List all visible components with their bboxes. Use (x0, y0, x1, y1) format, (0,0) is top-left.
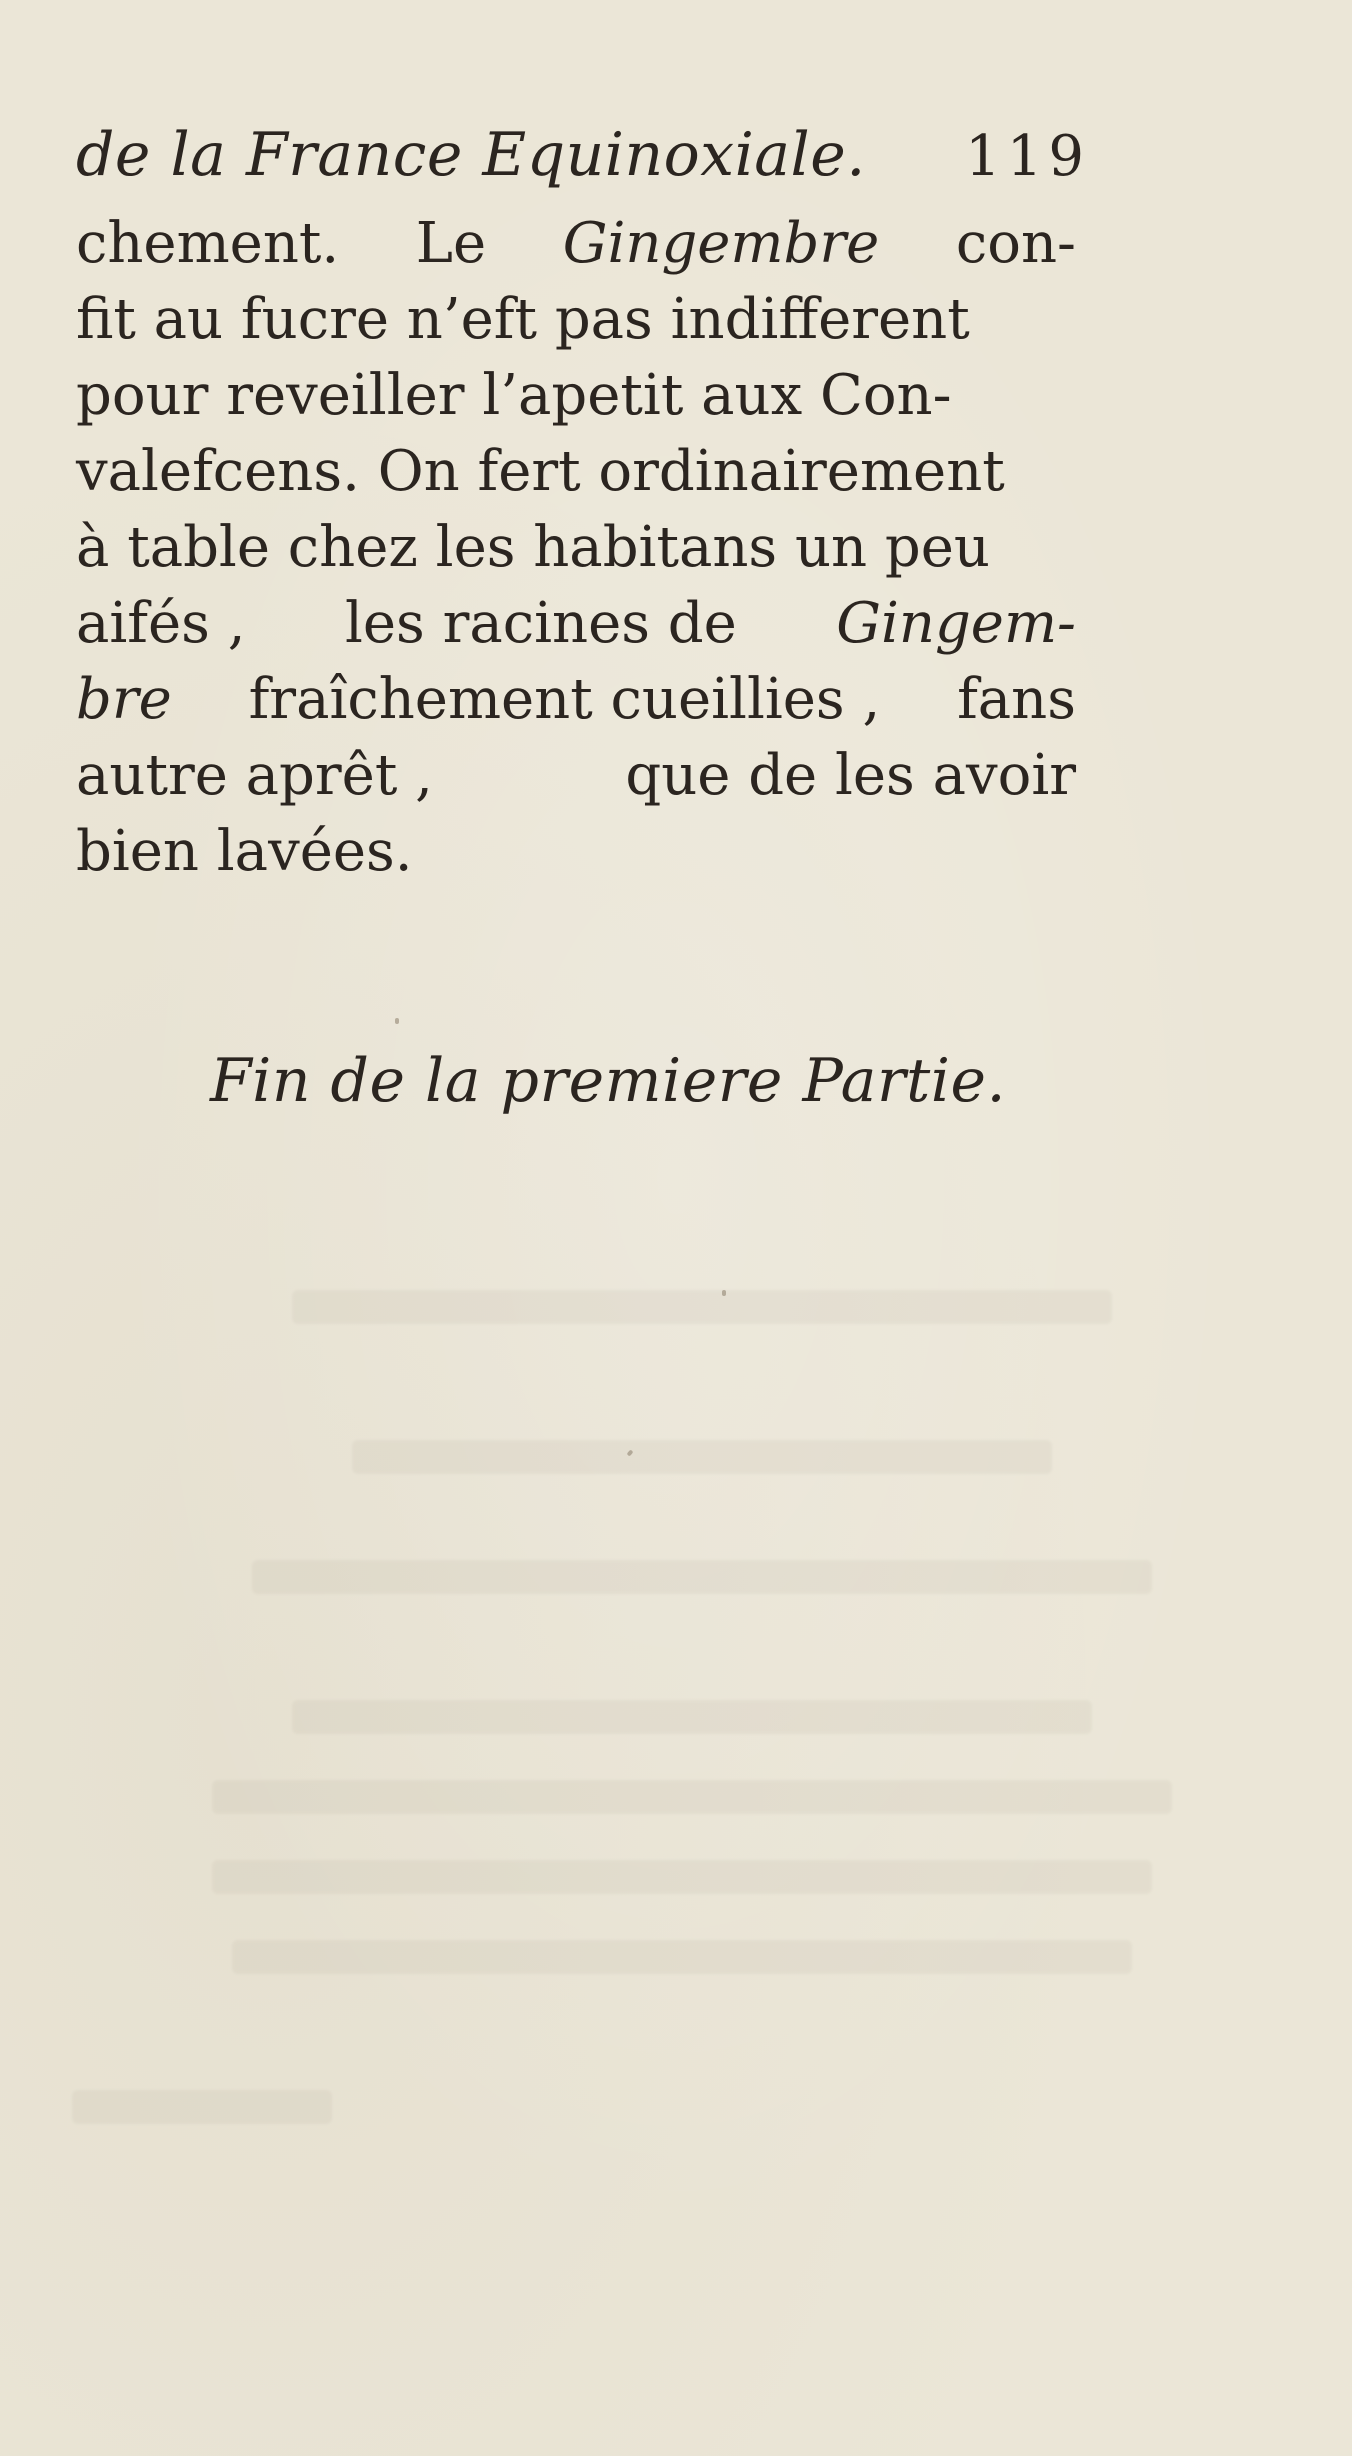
text-segment: les racines de (345, 591, 737, 656)
text-segment-italic: Gingem- (836, 591, 1076, 656)
paper-speck (395, 1018, 399, 1024)
text-segment: fraîchement cueillies , (248, 667, 881, 732)
text-segment: fit au fucre n’eft pas indifferent (76, 287, 970, 352)
running-head-title: de la France Equinoxiale. (76, 120, 866, 190)
text-segment-italic: bre (76, 667, 172, 732)
text-segment: fans (957, 667, 1076, 732)
text-segment-italic: Gingembre (562, 211, 880, 276)
paper-speck (722, 1290, 726, 1296)
text-line-5 (76, 510, 1076, 586)
body-text (76, 206, 1076, 890)
text-segment: chement. (76, 211, 340, 276)
text-segment: con- (955, 211, 1076, 276)
text-segment: que de les avoir (625, 743, 1076, 808)
text-line-7 (76, 662, 1076, 738)
text-line-1 (76, 206, 1076, 282)
end-of-part-note: Fin de la premiere Partie. (210, 1046, 1007, 1116)
text-line-2 (76, 282, 1076, 358)
text-segment: pour reveiller l’apetit aux Con- (76, 363, 952, 428)
text-segment: valefcens. On fert ordinairement (76, 439, 1005, 504)
text-segment: autre aprêt , (76, 743, 433, 808)
paper-speck (627, 1449, 634, 1456)
text-line-9 (76, 814, 1076, 890)
text-line-3 (76, 358, 1076, 434)
text-segment: à table chez les habitans un peu (76, 515, 990, 580)
text-segment: aifés , (76, 591, 246, 656)
text-line-8 (76, 738, 1076, 814)
page-number: 119 (965, 124, 1090, 189)
running-head (76, 120, 1090, 216)
text-segment: Le (415, 211, 487, 276)
text-line-6 (76, 586, 1076, 662)
text-line-4 (76, 434, 1076, 510)
text-segment: bien lavées. (76, 819, 413, 884)
